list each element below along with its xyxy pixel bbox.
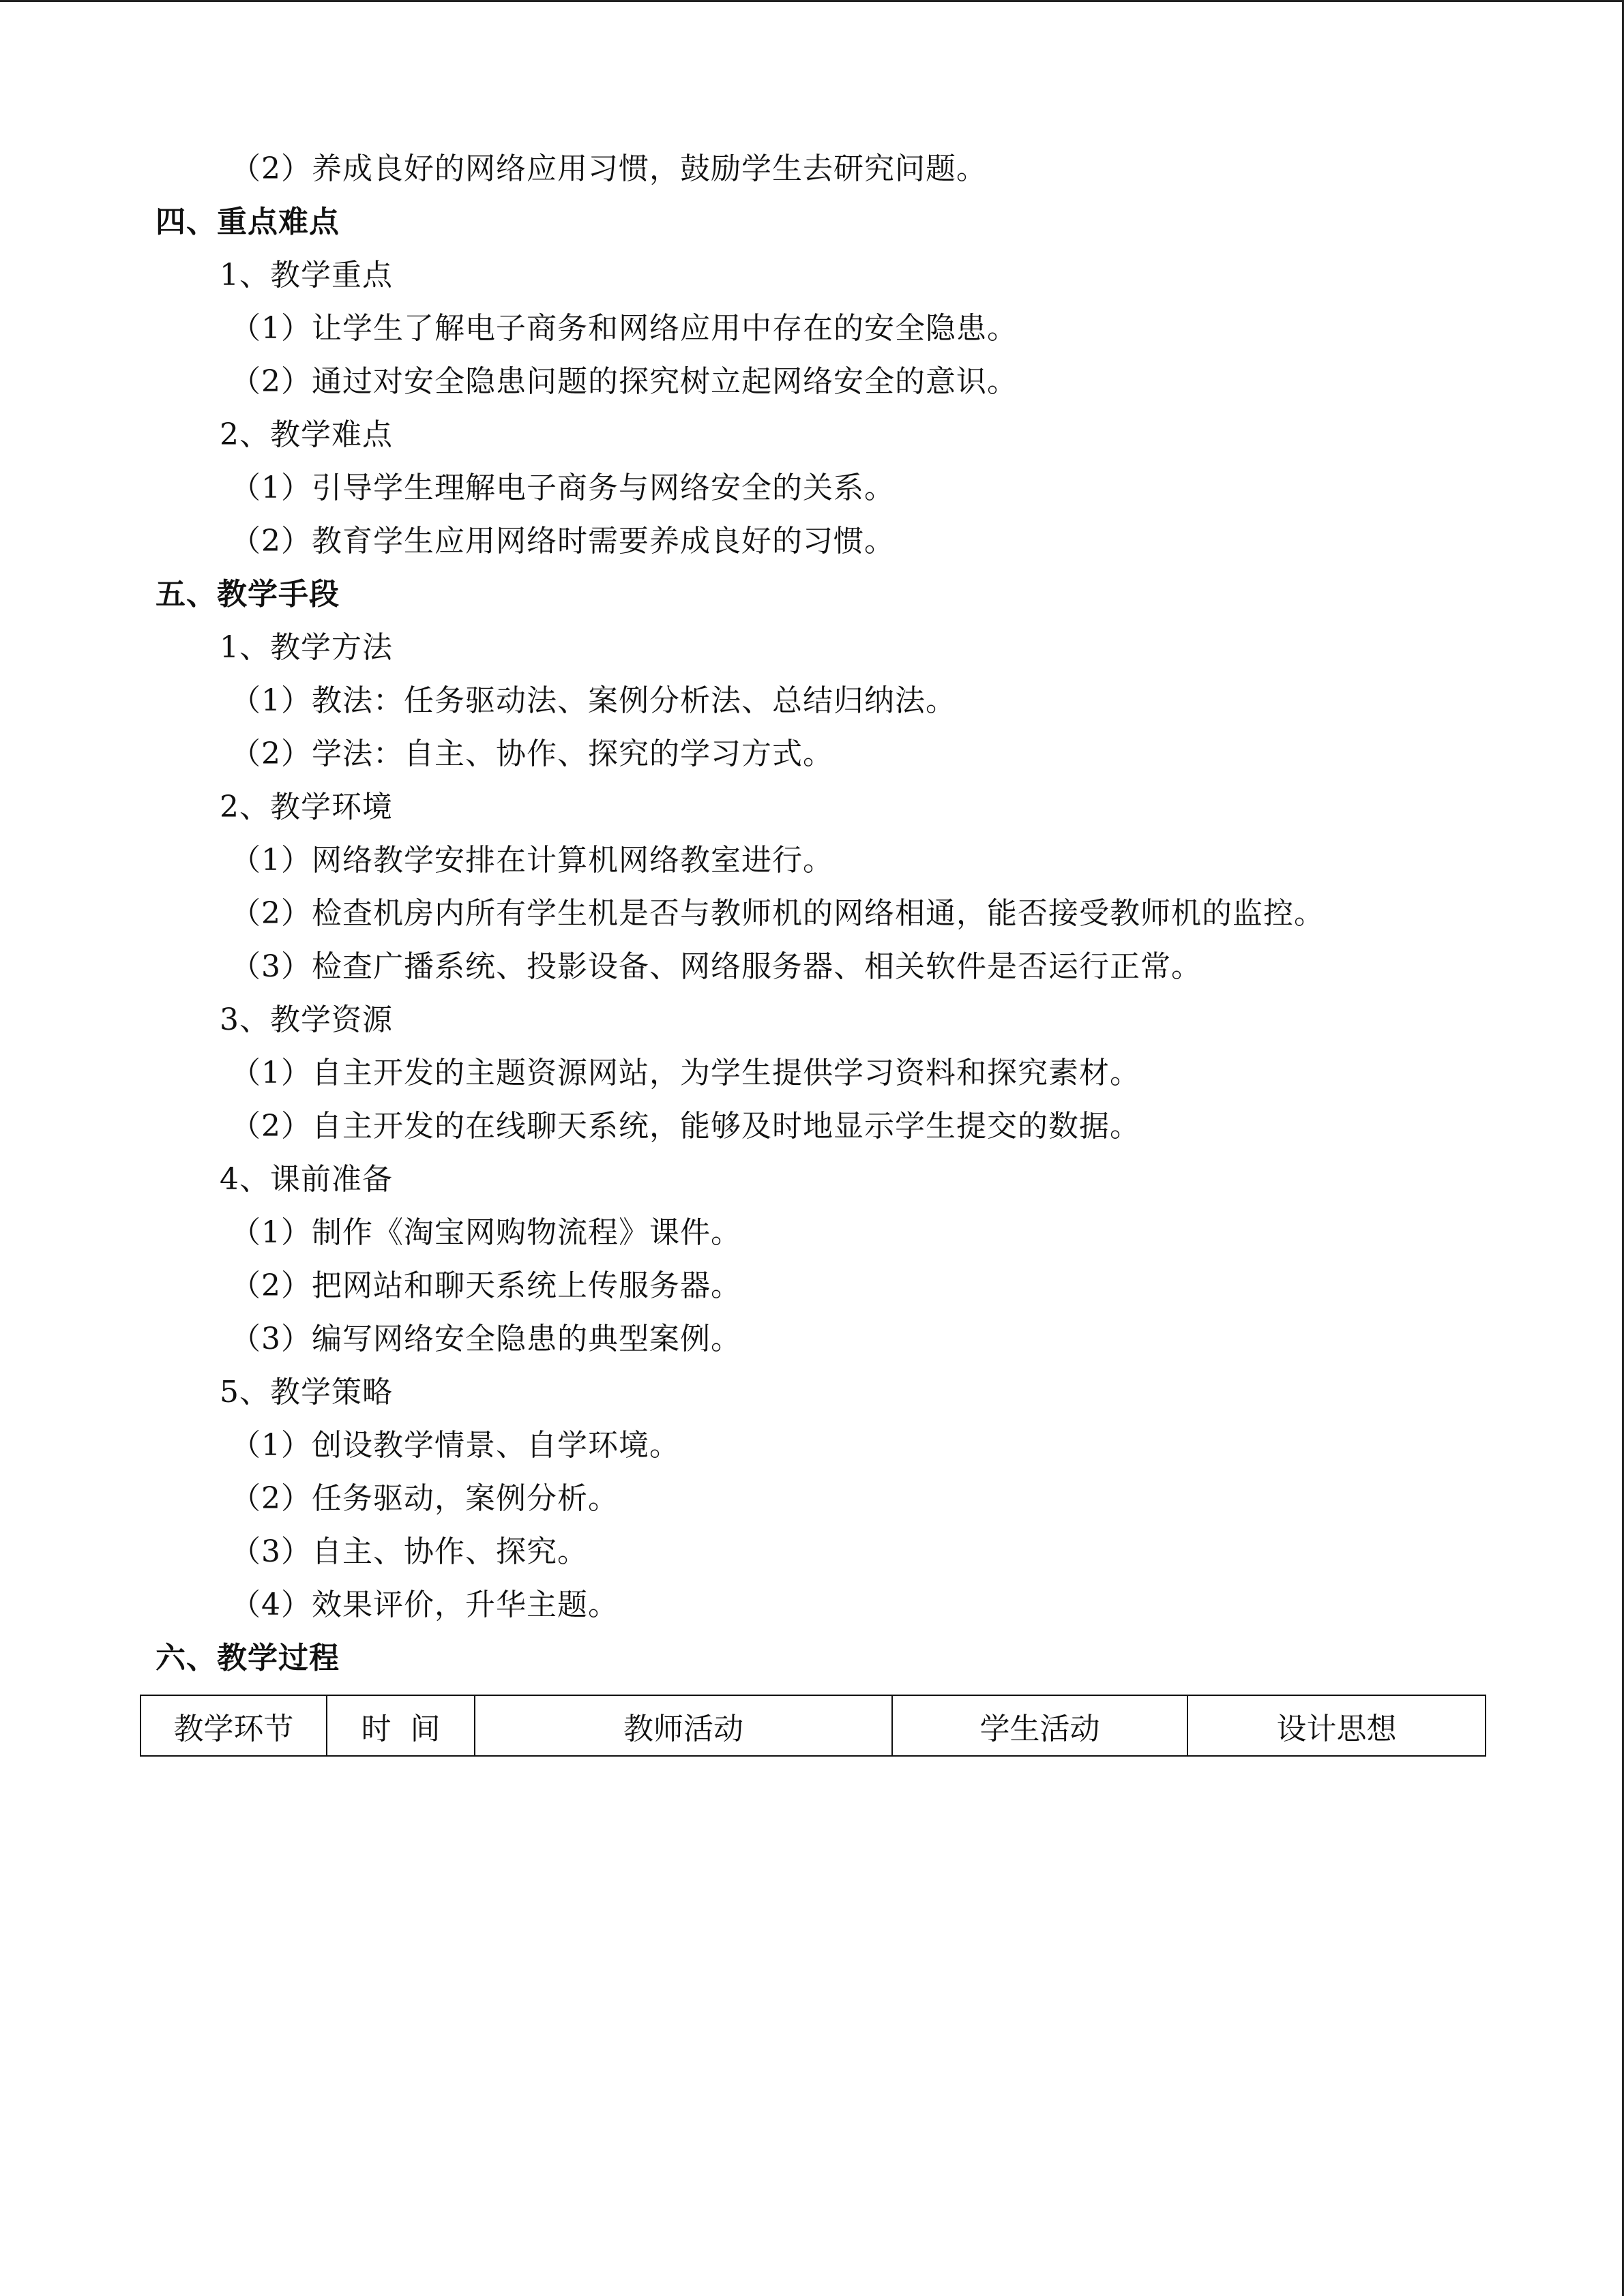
list-item: （2）把网站和聊天系统上传服务器。 (231, 1268, 741, 1303)
subsection-heading: 4、课前准备 (220, 1162, 393, 1197)
list-item: （1）制作《淘宝网购物流程》课件。 (231, 1215, 741, 1250)
list-item: （2）检查机房内所有学生机是否与教师机的网络相通，能否接受教师机的监控。 (231, 896, 1325, 931)
list-item: （1）教法：任务驱动法、案例分析法、总结归纳法。 (231, 683, 956, 718)
subsection-heading: 2、教学难点 (220, 417, 393, 452)
list-item: （2）养成良好的网络应用习惯，鼓励学生去研究问题。 (231, 151, 987, 186)
list-item: （1）网络教学安排在计算机网络教室进行。 (231, 843, 833, 878)
list-item: （2）自主开发的在线聊天系统，能够及时地显示学生提交的数据。 (231, 1109, 1140, 1144)
column-header-student-activity: 学生活动 (892, 1695, 1187, 1756)
column-header-time: 时 间 (327, 1695, 475, 1756)
column-header-design-idea: 设计思想 (1187, 1695, 1486, 1756)
list-item: （1）创设教学情景、自学环境。 (231, 1428, 680, 1463)
subsection-heading: 5、教学策略 (220, 1375, 393, 1410)
teaching-process-table (140, 1695, 1486, 1757)
table-header-row (141, 1695, 1486, 1756)
subsection-heading: 3、教学资源 (220, 1002, 393, 1037)
column-header-teacher-activity: 教师活动 (475, 1695, 892, 1756)
section-heading: 五、教学手段 (156, 577, 340, 612)
subsection-heading: 2、教学环境 (220, 790, 393, 824)
list-item: （1）引导学生理解电子商务与网络安全的关系。 (231, 471, 895, 505)
list-item: （2）通过对安全隐患问题的探究树立起网络安全的意识。 (231, 364, 1018, 399)
list-item: （1）自主开发的主题资源网站，为学生提供学习资料和探究素材。 (231, 1056, 1140, 1090)
list-item: （1）让学生了解电子商务和网络应用中存在的安全隐患。 (231, 311, 1018, 346)
subsection-heading: 1、教学方法 (220, 630, 393, 665)
subsection-heading: 1、教学重点 (220, 258, 393, 293)
page-top-border (0, 0, 1624, 2)
list-item: （4）效果评价，升华主题。 (231, 1587, 619, 1622)
column-header-stage: 教学环节 (141, 1695, 327, 1756)
list-item: （2）教育学生应用网络时需要养成良好的习惯。 (231, 524, 895, 558)
section-heading: 四、重点难点 (156, 205, 340, 239)
list-item: （3）自主、协作、探究。 (231, 1534, 588, 1569)
list-item: （2）任务驱动，案例分析。 (231, 1481, 619, 1516)
list-item: （3）检查广播系统、投影设备、网络服务器、相关软件是否运行正常。 (231, 949, 1202, 984)
section-heading: 六、教学过程 (156, 1641, 340, 1675)
list-item: （3）编写网络安全隐患的典型案例。 (231, 1322, 741, 1356)
list-item: （2）学法：自主、协作、探究的学习方式。 (231, 736, 833, 771)
